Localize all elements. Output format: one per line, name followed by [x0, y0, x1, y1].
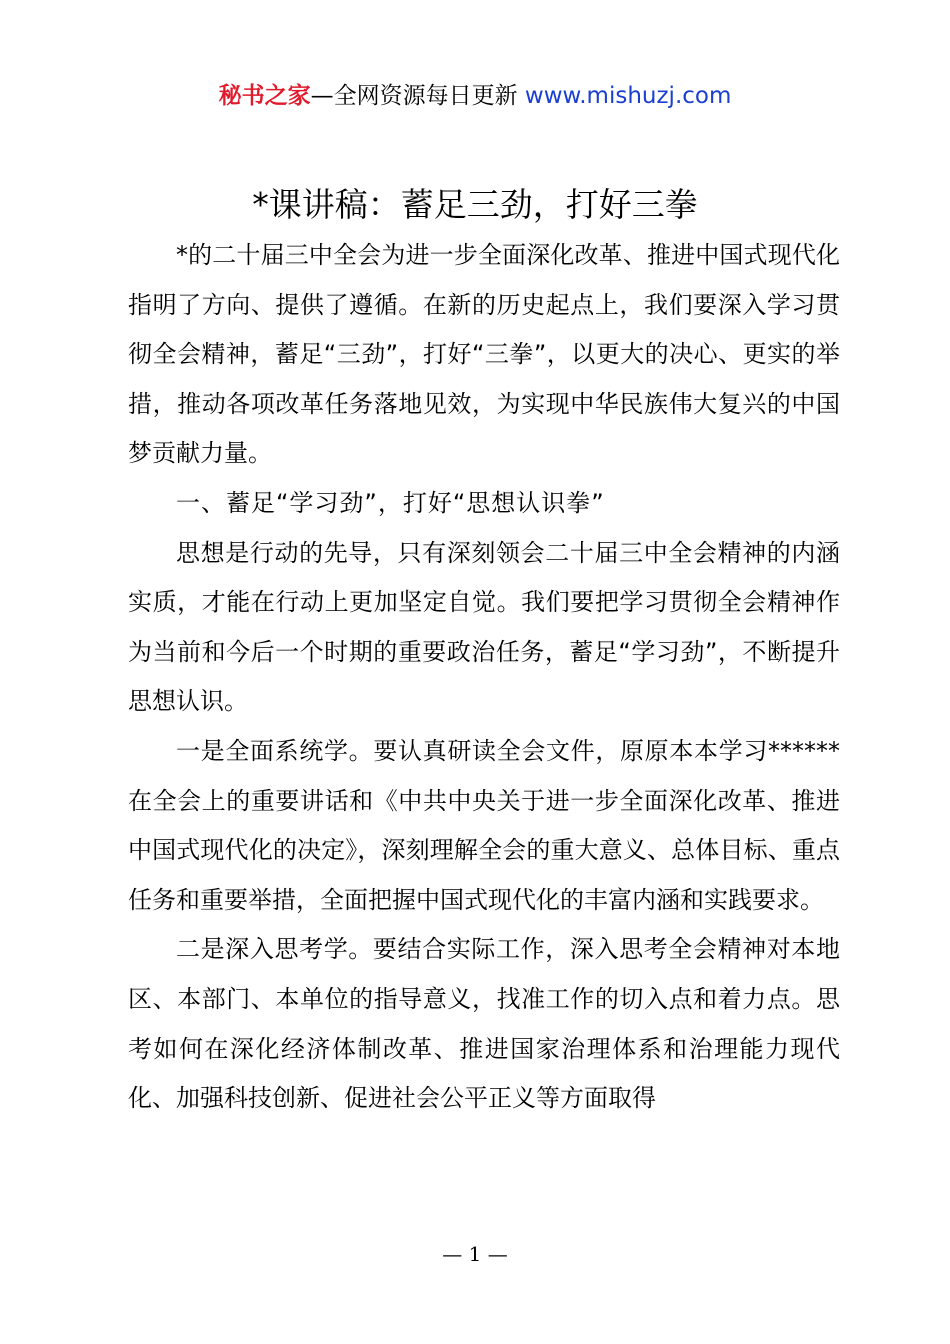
document-title: *课讲稿：蓄足三劲，打好三拳 [252, 185, 698, 224]
document-body [128, 231, 840, 1124]
section-heading: 一、蓄足“学习劲”，打好“思想认识拳” [176, 488, 605, 517]
paragraph: 二是深入思考学。要结合实际工作，深入思考全会精神对本地区、本部门、本单位的指导意义，找准工作的切入点和着力点。思考如何在深化经济体制改革、推进国家治理体系和治理能力现代化、加强科技创新、促进社会公平正义等方面取得 [128, 935, 840, 1113]
site-header [0, 80, 950, 112]
paragraph-intro: *的二十届三中全会为进一步全面深化改革、推进中国式现代化指明了方向、提供了遵循。在新的历史起点上，我们要深入学习贯彻全会精神，蓄足“三劲”，打好“三拳”，以更大的决心、更实的举措，推动各项改革任务落地见效，为实现中华民族伟大复兴的中国梦贡献力量。 [128, 241, 840, 468]
site-url-link[interactable]: www.mishuzj.com [524, 83, 732, 109]
paragraph: 一是全面系统学。要认真研读全会文件，原原本本学习******在全会上的重要讲话和《中共中央关于进一步全面深化改革、推进中国式现代化的决定》，深刻理解全会的重大意义、总体目标、重点任务和重要举措，全面把握中国式现代化的丰富内涵和实践要求。 [128, 736, 840, 914]
header-tagline: —全网资源每日更新 [310, 83, 518, 109]
paragraph: 思想是行动的先导，只有深刻领会二十届三中全会精神的内涵实质，才能在行动上更加坚定自觉。我们要把学习贯彻全会精神作为当前和今后一个时期的重要政治任务，蓄足“学习劲”，不断提升思想认识。 [128, 538, 840, 716]
page-number: — 1 — [442, 1242, 508, 1266]
brand-name: 秘书之家 [218, 83, 311, 109]
